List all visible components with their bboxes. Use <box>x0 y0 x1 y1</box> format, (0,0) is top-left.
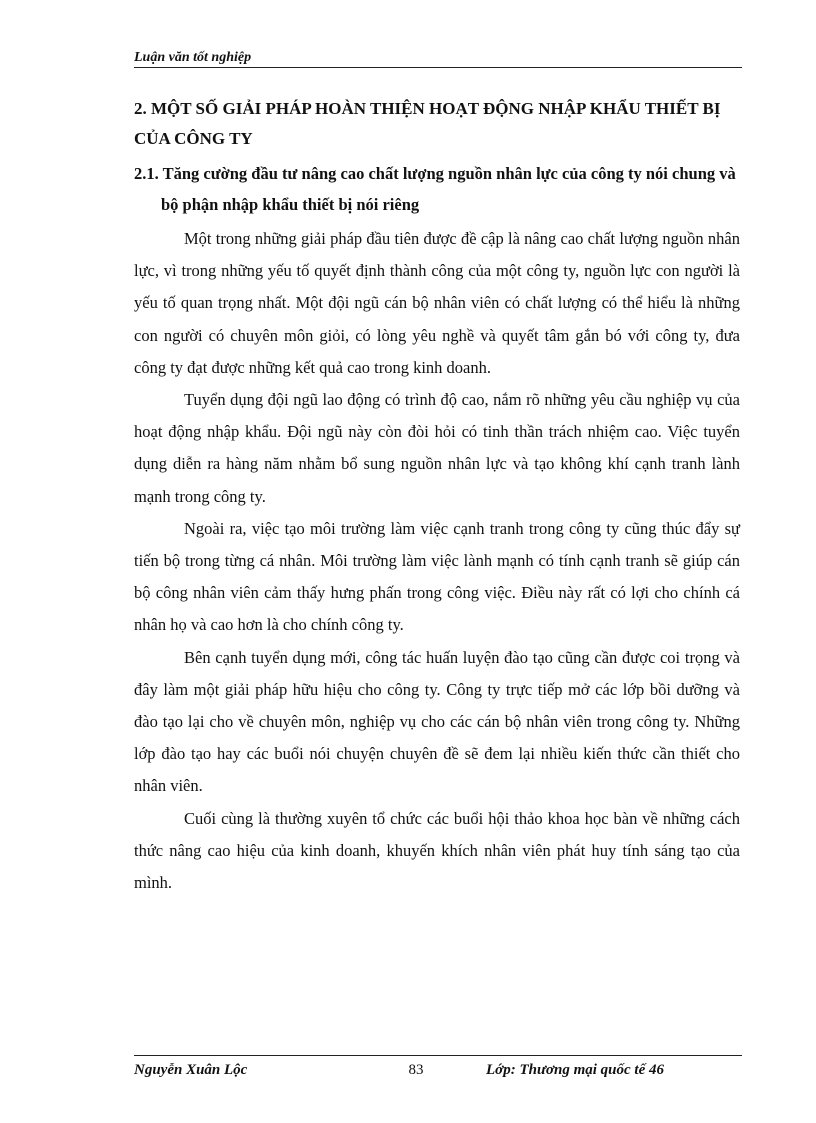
running-header: Luận văn tốt nghiệp <box>134 50 252 65</box>
paragraph: Một trong những giải pháp đầu tiên được đề cập là nâng cao chất lượng nguồn nhân lực, vì trong những yếu tố quyết định thành công của một công ty, nguồn lực con người là yếu tố quan trọng nhất. Một đội ngũ cán bộ nhân viên có chất lượng có thể hiểu là những con người có chuyên môn giỏi, có lòng yêu nghề và quyết tâm gắn bó với công ty, đưa công ty đạt được những kết quả cao trong kinh doanh. <box>134 229 740 377</box>
section-heading: 2. MỘT SỐ GIẢI PHÁP HOÀN THIỆN HOẠT ĐỘNG NHẬP KHẨU THIẾT BỊ CỦA CÔNG TY <box>134 99 721 148</box>
paragraph: Tuyển dụng đội ngũ lao động có trình độ cao, nắm rõ những yêu cầu nghiệp vụ của hoạt động nhập khẩu. Đội ngũ này còn đòi hỏi có tinh thần trách nhiệm cao. Việc tuyển dụng diễn ra hàng năm nhằm bổ sung nguồn nhân lực và tạo không khí cạnh tranh lành mạnh trong công ty. <box>134 390 740 506</box>
footer-class: Lớp: Thương mại quốc tế 46 <box>486 1062 665 1078</box>
body-text <box>134 223 740 899</box>
header-divider <box>134 67 742 68</box>
subsection-heading: 2.1. Tăng cường đầu tư nâng cao chất lượng nguồn nhân lực của công ty nói chung và bộ phận nhập khẩu thiết bị nói riêng <box>134 164 736 214</box>
page-number: 83 <box>408 1062 424 1078</box>
footer-author: Nguyễn Xuân Lộc <box>134 1062 248 1078</box>
paragraph: Cuối cùng là thường xuyên tổ chức các buổi hội thảo khoa học bàn về những cách thức nâng cao hiệu của kinh doanh, khuyến khích nhân viên phát huy tính sáng tạo của mình. <box>134 808 740 893</box>
paragraph: Bên cạnh tuyển dụng mới, công tác huấn luyện đào tạo cũng cần được coi trọng và đây làm một giải pháp hữu hiệu cho công ty. Công ty trực tiếp mở các lớp bồi dưỡng và đào tạo lại cho về chuyên môn, nghiệp vụ cho các cán bộ nhân viên trong công ty. Những lớp đào tạo hay các buổi nói chuyện chuyên đề sẽ đem lại nhiều kiến thức cần thiết cho nhân viên. <box>134 647 740 796</box>
footer-divider <box>134 1055 742 1056</box>
paragraph: Ngoài ra, việc tạo môi trường làm việc cạnh tranh trong công ty cũng thúc đẩy sự tiến bộ trong từng cá nhân. Môi trường làm việc lành mạnh có tính cạnh tranh sẽ giúp cán bộ công nhân viên cảm thấy hưng phấn trong công việc. Điều này rất có lợi cho chính cá nhân họ và cao hơn là cho chính công ty. <box>134 518 740 635</box>
